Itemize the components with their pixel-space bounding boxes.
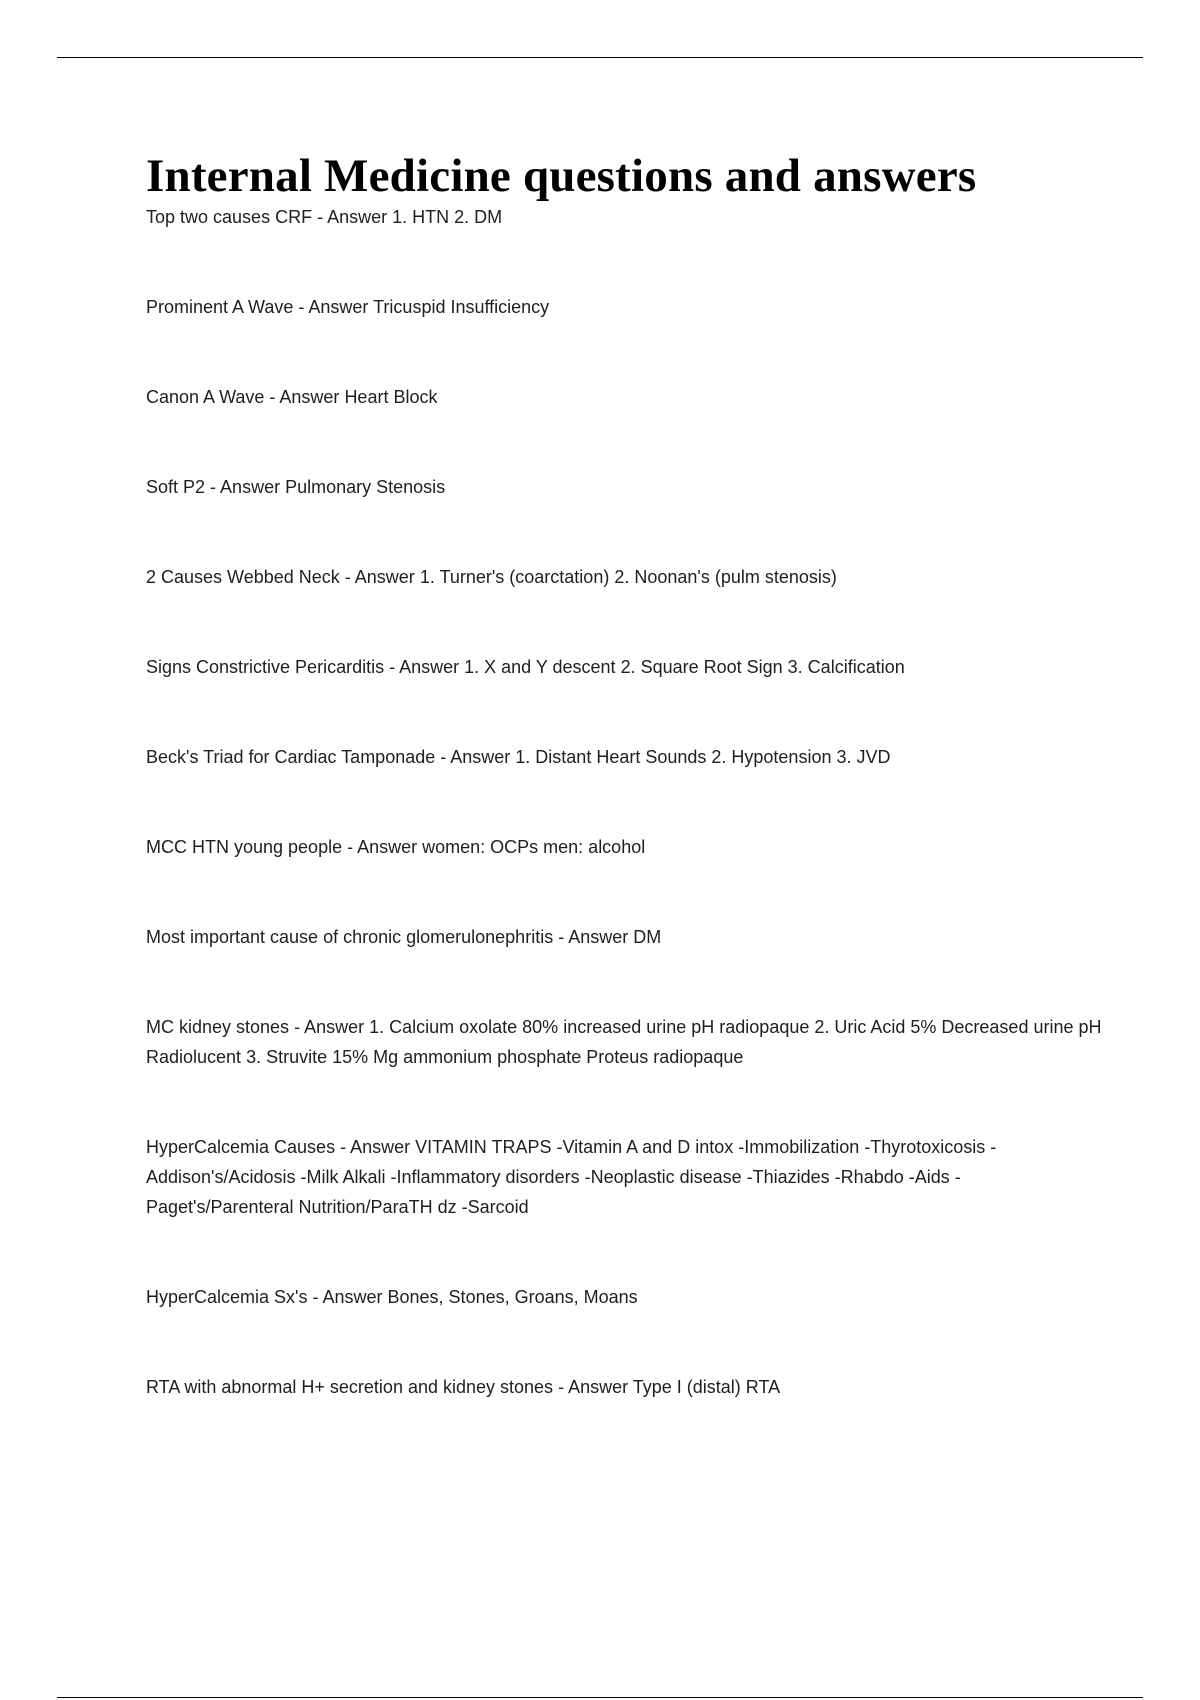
qa-answer: DM <box>633 927 662 947</box>
qa-question: Top two causes CRF <box>146 207 313 227</box>
qa-question: HyperCalcemia Sx's <box>146 1287 308 1307</box>
qa-answer: 1. X and Y descent 2. Square Root Sign 3. Calcification <box>464 657 905 677</box>
qa-question: Beck's Triad for Cardiac Tamponade <box>146 747 436 767</box>
qa-entry: Signs Constrictive Pericarditis - Answer 1. X and Y descent 2. Square Root Sign 3. Calcification <box>146 657 905 677</box>
qa-question: Canon A Wave <box>146 387 265 407</box>
qa-answer: Tricuspid Insufficiency <box>373 297 550 317</box>
qa-question: Prominent A Wave <box>146 297 294 317</box>
qa-entry: Beck's Triad for Cardiac Tamponade - Answer 1. Distant Heart Sounds 2. Hypotension 3. JVD <box>146 747 891 767</box>
qa-entry: HyperCalcemia Sx's - Answer Bones, Stones, Groans, Moans <box>146 1287 638 1307</box>
qa-answer: Pulmonary Stenosis <box>285 477 446 497</box>
qa-question: MC kidney stones <box>146 1017 290 1037</box>
document-title: Internal Medicine questions and answers <box>146 150 977 202</box>
qa-question: HyperCalcemia Causes <box>146 1137 336 1157</box>
qa-question: Most important cause of chronic glomerulonephritis <box>146 927 554 947</box>
qa-entry: HyperCalcemia Causes - Answer VITAMIN TRAPS -Vitamin A and D intox -Immobilization -Thyrotoxicosis -Addison's/Acidosis -Milk Alkali -Inflammatory disorders -Neoplastic disease -Thiazides -Rhabdo -Aids -Paget's/Parenteral Nutrition/ParaTH dz -Sarcoid <box>146 1137 997 1217</box>
qa-entry: Soft P2 - Answer Pulmonary Stenosis <box>146 477 446 497</box>
qa-question: RTA with abnormal H+ secretion and kidney stones <box>146 1377 554 1397</box>
qa-question: Signs Constrictive Pericarditis <box>146 657 385 677</box>
qa-answer: 1. Turner's (coarctation) 2. Noonan's (pulm stenosis) <box>419 567 837 587</box>
qa-entry: RTA with abnormal H+ secretion and kidney stones - Answer Type I (distal) RTA <box>146 1377 781 1397</box>
top-rule <box>57 57 1143 58</box>
qa-question: Soft P2 <box>146 477 206 497</box>
qa-answer: VITAMIN TRAPS -Vitamin A and D intox -Immobilization -Thyrotoxicosis -Addison's/Acidosis -Milk Alkali -Inflammatory disorders -Neoplastic disease -Thiazides -Rhabdo -Aids -Paget's/Parenteral Nutrition/ParaTH dz -Sarcoid <box>146 1137 997 1217</box>
qa-answer: 1. Distant Heart Sounds 2. Hypotension 3. JVD <box>515 747 891 767</box>
qa-entry: MC kidney stones - Answer 1. Calcium oxolate 80% increased urine pH radiopaque 2. Uric Acid 5% Decreased urine pH Radiolucent 3. Struvite 15% Mg ammonium phosphate Proteus radiopaque <box>146 1017 1102 1067</box>
qa-answer: Type I (distal) RTA <box>632 1377 781 1397</box>
bottom-rule <box>57 1697 1143 1698</box>
qa-answer: 1. Calcium oxolate 80% increased urine pH radiopaque 2. Uric Acid 5% Decreased urine pH Radiolucent 3. Struvite 15% Mg ammonium phosphate Proteus radiopaque <box>146 1017 1102 1067</box>
qa-question: MCC HTN young people <box>146 837 343 857</box>
qa-question: 2 Causes Webbed Neck <box>146 567 340 587</box>
document-body <box>146 150 1106 1462</box>
qa-entry: Top two causes CRF - Answer 1. HTN 2. DM <box>146 207 503 227</box>
qa-entry: Canon A Wave - Answer Heart Block <box>146 387 438 407</box>
qa-list <box>146 202 1106 1402</box>
qa-entry: MCC HTN young people - Answer women: OCPs men: alcohol <box>146 837 646 857</box>
qa-answer: 1. HTN 2. DM <box>392 207 503 227</box>
qa-answer: Heart Block <box>344 387 438 407</box>
qa-entry: Prominent A Wave - Answer Tricuspid Insufficiency <box>146 297 550 317</box>
qa-answer: Bones, Stones, Groans, Moans <box>387 1287 638 1307</box>
qa-answer: women: OCPs men: alcohol <box>422 837 646 857</box>
qa-entry: Most important cause of chronic glomerulonephritis - Answer DM <box>146 927 662 947</box>
qa-entry: 2 Causes Webbed Neck - Answer 1. Turner's (coarctation) 2. Noonan's (pulm stenosis) <box>146 567 837 587</box>
